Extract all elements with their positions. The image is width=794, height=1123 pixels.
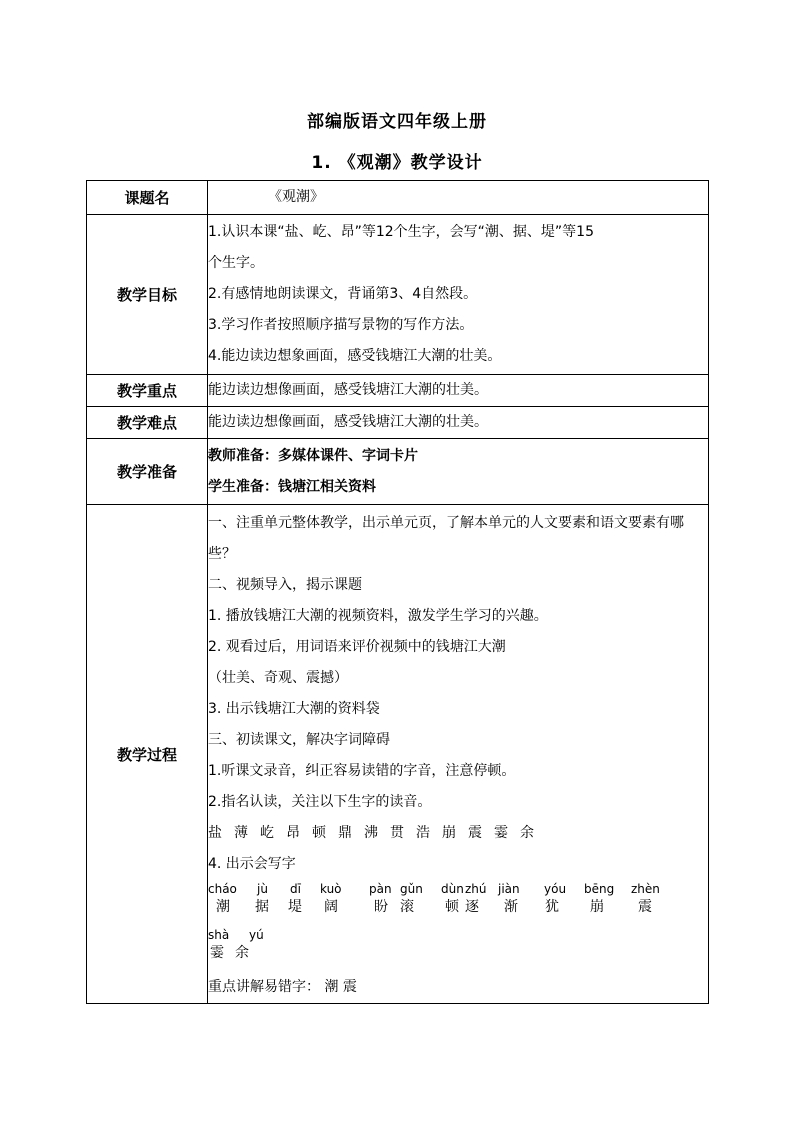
writing-characters-with-pinyin <box>208 880 708 972</box>
reading-char: 盐 <box>208 825 222 841</box>
student-preparation: 学生准备：钱塘江相关资料 <box>208 478 376 495</box>
pinyin-text: pàn <box>369 882 392 896</box>
key-point-label: 教学重点 <box>87 375 208 407</box>
pinyin-text: dùn <box>441 882 464 896</box>
pinyin-text: cháo <box>208 882 237 896</box>
reading-char: 余 <box>520 825 534 841</box>
writing-char: 据 <box>255 899 269 915</box>
reading-char: 震 <box>468 825 482 841</box>
preparation-label: 教学准备 <box>87 439 208 505</box>
difficulty-label: 教学难点 <box>87 407 208 439</box>
process-line: 2.指名认读，关注以下生字的读音。 <box>208 794 432 810</box>
process-line: 1. 播放钱塘江大潮的视频资料，激发学生学习的兴趣。 <box>208 608 548 624</box>
writing-char: 余 <box>235 945 249 961</box>
lesson-plan-table <box>86 180 709 1004</box>
reading-char: 顿 <box>312 825 326 841</box>
pinyin-text: yóu <box>544 882 567 896</box>
process-label: 教学过程 <box>87 505 208 1004</box>
reading-char: 昂 <box>286 825 300 841</box>
writing-char: 震 <box>638 899 652 915</box>
writing-char: 堤 <box>288 899 302 915</box>
reading-char: 霎 <box>494 825 508 841</box>
row-difficulty <box>87 407 709 439</box>
error-prone-characters: 重点讲解易错字： 潮 震 <box>208 979 357 995</box>
reading-char: 沸 <box>364 825 378 841</box>
process-line: 三、初读课文，解决字词障碍 <box>208 732 390 748</box>
goal-item: 4.能边读边想象画面，感受钱塘江大潮的壮美。 <box>208 348 502 364</box>
reading-char: 浩 <box>416 825 430 841</box>
row-goals <box>87 215 709 375</box>
key-point-value: 能边读边想像画面，感受钱塘江大潮的壮美。 <box>208 382 488 398</box>
row-key-point <box>87 375 709 407</box>
pinyin-text: zhú <box>465 882 487 896</box>
writing-char: 阔 <box>324 899 338 915</box>
reading-char: 屹 <box>260 825 274 841</box>
pinyin-text: kuò <box>320 882 342 896</box>
pinyin-text: jiàn <box>498 882 520 896</box>
writing-char: 滚 <box>400 899 414 915</box>
reading-char: 鼎 <box>338 825 352 841</box>
document-title: 部编版语文四年级上册 <box>307 112 487 132</box>
goal-item: 个生字。 <box>208 255 264 271</box>
topic-label: 课题名 <box>87 181 208 215</box>
writing-char: 犹 <box>545 899 559 915</box>
pinyin-text: gǔn <box>400 882 423 896</box>
teacher-preparation: 教师准备：多媒体课件、字词卡片 <box>208 447 418 464</box>
pinyin-text: bēng <box>584 882 615 896</box>
reading-char: 贯 <box>390 825 404 841</box>
writing-char: 潮 <box>216 899 230 915</box>
process-line: 3. 出示钱塘江大潮的资料袋 <box>208 701 380 717</box>
process-line: 一、注重单元整体教学，出示单元页，了解本单元的人文要素和语文要素有哪些？ <box>208 515 684 562</box>
reading-char: 崩 <box>442 825 456 841</box>
difficulty-value: 能边读边想像画面，感受钱塘江大潮的壮美。 <box>208 414 488 430</box>
reading-char: 薄 <box>234 825 248 841</box>
goals-label: 教学目标 <box>87 215 208 375</box>
pinyin-text: zhèn <box>631 882 660 896</box>
pinyin-text: jù <box>257 882 268 896</box>
writing-char: 渐 <box>504 899 518 915</box>
row-preparation <box>87 439 709 505</box>
process-line: 1.听课文录音，纠正容易读错的字音，注意停顿。 <box>208 763 516 779</box>
goal-item: 2.有感情地朗读课文，背诵第3、4自然段。 <box>208 286 478 302</box>
process-line: 2. 观看过后，用词语来评价视频中的钱塘江大潮 <box>208 639 506 655</box>
row-topic <box>87 181 709 215</box>
document-subtitle: 1. 《观潮》教学设计 <box>311 153 483 173</box>
goal-item: 1.认识本课“盐、屹、昂”等12个生字，会写“潮、据、堤”等15 <box>208 224 594 240</box>
writing-char: 顿 <box>445 899 459 915</box>
topic-value: 《观潮》 <box>268 189 324 205</box>
row-process <box>87 505 709 1004</box>
goal-item: 3.学习作者按照顺序描写景物的写作方法。 <box>208 317 474 333</box>
pinyin-text: dī <box>290 882 301 896</box>
writing-char: 崩 <box>590 899 604 915</box>
writing-heading: 4. 出示会写字 <box>208 856 296 872</box>
writing-char: 逐 <box>465 899 479 915</box>
writing-char: 盼 <box>374 899 388 915</box>
pinyin-text: shà <box>208 928 230 942</box>
process-line: （壮美、奇观、震撼） <box>208 670 348 686</box>
process-line: 二、视频导入，揭示课题 <box>208 577 362 593</box>
reading-characters <box>208 818 708 849</box>
pinyin-text: yú <box>249 928 264 942</box>
writing-char: 霎 <box>210 945 224 961</box>
